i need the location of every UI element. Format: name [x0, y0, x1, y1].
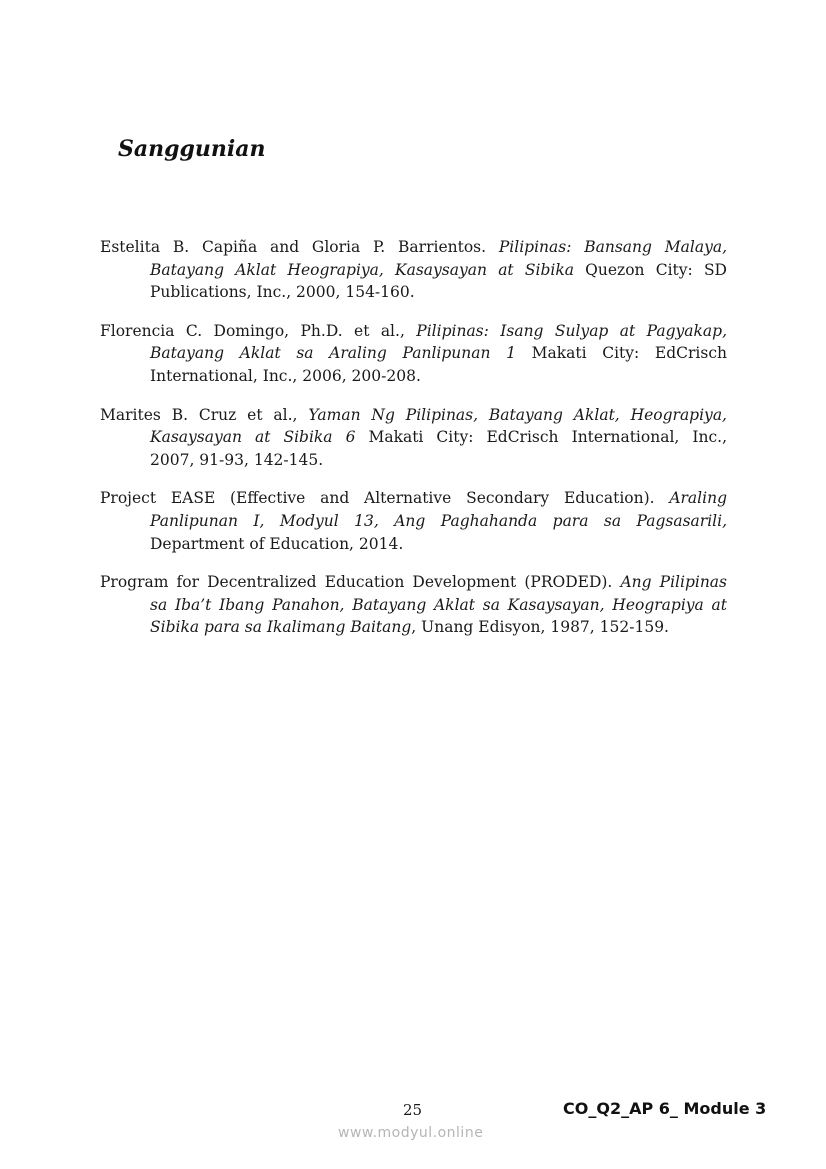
reference-text: Program for Decentralized Education Development (PRODED).: [100, 573, 621, 592]
watermark: www.modyul.online: [338, 1125, 484, 1141]
reference-line: [100, 533, 727, 556]
reference-line: [100, 571, 727, 594]
reference-title-text: Pilipinas: Isang Sulyap at Pagyakap,: [416, 321, 727, 340]
reference-title-text: Sibika para sa Ikalimang Baitang: [150, 618, 412, 637]
reference-line: [100, 449, 727, 472]
reference-text: Estelita B. Capiña and Gloria P. Barrientos.: [100, 238, 499, 256]
module-code: CO_Q2_AP 6_ Module 3: [563, 1099, 767, 1118]
reference-text: Makati City: EdCrisch: [516, 344, 727, 363]
reference-line: [100, 594, 727, 617]
reference-text: Publications, Inc., 2000, 154-160.: [150, 283, 415, 302]
reference-line: [100, 342, 727, 365]
reference-text: , Unang Edisyon, 1987, 152-159.: [411, 618, 669, 637]
reference-entry: [100, 320, 727, 388]
reference-text: Quezon City: SD: [573, 260, 727, 279]
reference-line: [100, 510, 727, 533]
reference-line: [100, 487, 727, 510]
reference-entry: [100, 487, 727, 555]
reference-text: Project EASE (Effective and Alternative Secondary Education).: [100, 489, 670, 508]
reference-entry: [100, 571, 727, 639]
reference-title-text: Yaman Ng Pilipinas, Batayang Aklat, Heograpiya,: [308, 405, 727, 424]
reference-text: International, Inc., 2006, 200-208.: [150, 366, 421, 385]
reference-line: [100, 616, 727, 639]
reference-line: [100, 236, 727, 259]
reference-text: Marites B. Cruz et al.,: [100, 405, 309, 424]
reference-entry: [100, 236, 727, 304]
reference-title-text: Batayang Aklat Heograpiya, Kasaysayan at Sibika: [150, 260, 574, 279]
reference-title-text: Batayang Aklat sa Araling Panlipunan 1: [150, 344, 516, 363]
reference-title-text: Araling: [669, 489, 727, 508]
reference-line: [100, 320, 727, 343]
page-title: Sanggunian: [118, 136, 266, 162]
reference-line: [100, 281, 727, 304]
page-number: 25: [403, 1101, 423, 1119]
reference-line: [100, 259, 727, 282]
reference-line: [100, 365, 727, 388]
reference-title-text: Panlipunan I, Modyul 13, Ang Paghahanda para sa Pagsasarili,: [150, 511, 727, 530]
reference-text: 2007, 91-93, 142-145.: [150, 450, 324, 469]
reference-list: [100, 236, 727, 655]
reference-text: Florencia C. Domingo, Ph.D. et al.,: [100, 321, 417, 340]
reference-entry: [100, 404, 727, 472]
reference-text: Makati City: EdCrisch International, Inc.,: [355, 428, 727, 447]
reference-line: [100, 426, 727, 449]
reference-text: Department of Education, 2014.: [150, 534, 404, 553]
reference-title-text: Kasaysayan at Sibika 6: [150, 428, 356, 447]
reference-title-text: Pilipinas: Bansang Malaya,: [498, 238, 727, 256]
reference-line: [100, 404, 727, 427]
reference-title-text: sa Iba’t Ibang Panahon, Batayang Aklat sa Kasaysayan, Heograpiya at: [150, 595, 727, 614]
reference-title-text: Ang Pilipinas: [620, 573, 728, 592]
